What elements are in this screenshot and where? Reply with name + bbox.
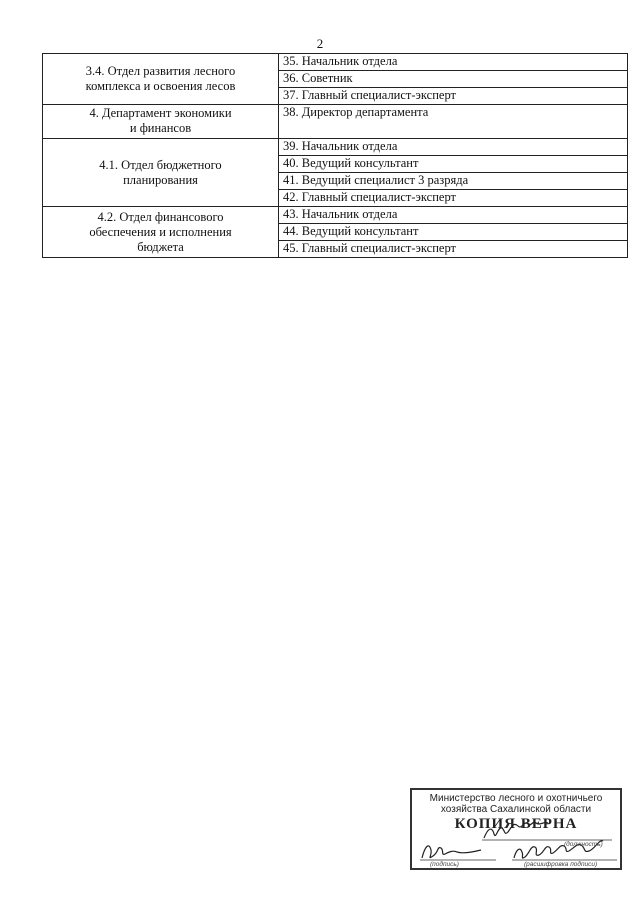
stamp-organization <box>412 793 620 815</box>
position-cell: 44. Ведущий консультант <box>279 224 628 241</box>
stamp-caption-signature: (подпись) <box>430 861 459 868</box>
stamp-title: КОПИЯ ВЕРНА <box>454 816 578 832</box>
position-cell: 43. Начальник отдела <box>279 207 628 224</box>
table-row <box>43 54 628 71</box>
position-cell: 42. Главный специалист-эксперт <box>279 190 628 207</box>
position-cell: 36. Советник <box>279 71 628 88</box>
stamp-caption-position: (должность) <box>564 841 603 848</box>
table-row <box>43 207 628 224</box>
department-cell <box>43 54 279 105</box>
table-row <box>43 139 628 156</box>
department-name-line: и финансов <box>129 121 192 135</box>
position-cell: 45. Главный специалист-эксперт <box>279 241 628 258</box>
department-name-line: комплекса и освоения лесов <box>85 79 236 93</box>
department-name-line: обеспечения и исполнения <box>89 224 232 239</box>
position-cell: 41. Ведущий специалист 3 разряда <box>279 173 628 190</box>
department-name-line: 4.1. Отдел бюджетного <box>99 157 222 172</box>
department-name-line: бюджета <box>137 239 184 254</box>
department-cell <box>43 139 279 207</box>
stamp-org-line-1: Министерство лесного и охотничьего <box>429 793 603 804</box>
department-name-line: 3.4. Отдел развития лесного <box>85 64 236 78</box>
certified-copy-stamp <box>410 788 622 870</box>
staff-table <box>42 53 628 258</box>
table-row <box>43 105 628 139</box>
position-cell: 40. Ведущий консультант <box>279 156 628 173</box>
department-name-line: 4.2. Отдел финансового <box>97 209 224 224</box>
stamp-org-line-2: хозяйства Сахалинской области <box>440 804 592 815</box>
staff-table-body <box>43 54 628 258</box>
position-cell: 35. Начальник отдела <box>279 54 628 71</box>
department-cell <box>43 207 279 258</box>
department-cell <box>43 105 279 139</box>
stamp-caption-decoding: (расшифровка подписи) <box>524 861 598 868</box>
department-name-line: 4. Департамент экономики <box>89 106 232 120</box>
position-cell: 37. Главный специалист-эксперт <box>279 88 628 105</box>
position-cell: 38. Директор департамента <box>279 105 628 139</box>
department-name-line: планирования <box>123 172 198 187</box>
page-number: 2 <box>316 36 324 51</box>
position-cell: 39. Начальник отдела <box>279 139 628 156</box>
